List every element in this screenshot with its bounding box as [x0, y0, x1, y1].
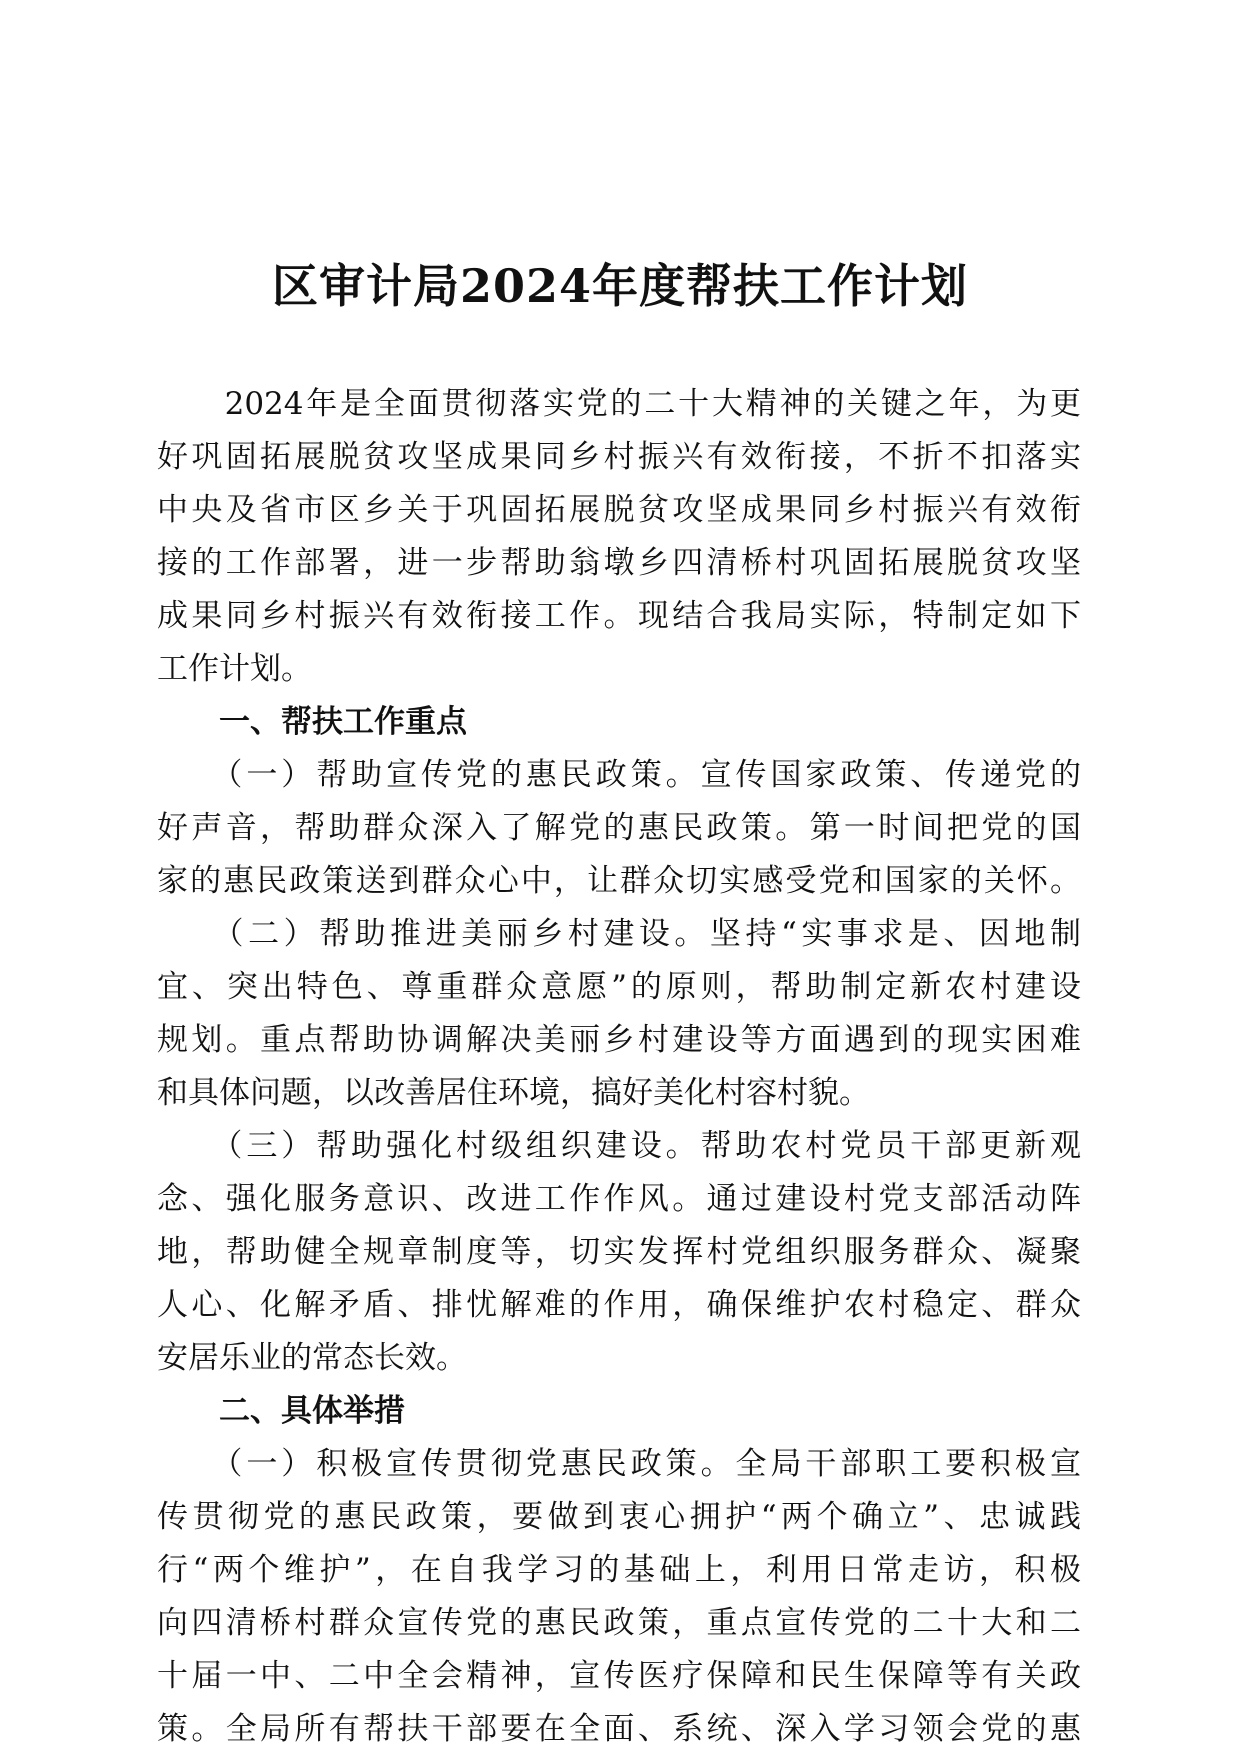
paragraph-line: （二）帮助推进美丽乡村建设。坚持“实事求是、因地制	[157, 916, 1081, 952]
paragraph-line: 人心、化解矛盾、排忧解难的作用，确保维护农村稳定、群众	[157, 1287, 1081, 1323]
paragraph-line: 好巩固拓展脱贫攻坚成果同乡村振兴有效衔接，不折不扣落实	[157, 439, 1081, 475]
paragraph-line: （一）帮助宣传党的惠民政策。宣传国家政策、传递党的	[157, 757, 1081, 793]
paragraph-line: 地，帮助健全规章制度等，切实发挥村党组织服务群众、凝聚	[157, 1234, 1081, 1270]
paragraph-line: 好声音，帮助群众深入了解党的惠民政策。第一时间把党的国	[157, 810, 1081, 846]
section-heading: 二、具体举措	[219, 1393, 405, 1429]
document-title: 区审计局2024年度帮扶工作计划	[271, 259, 969, 313]
paragraph-line: 成果同乡村振兴有效衔接工作。现结合我局实际，特制定如下	[157, 598, 1081, 634]
document-body	[157, 378, 1081, 1756]
paragraph-line: 传贯彻党的惠民政策，要做到衷心拥护“两个确立”、忠诚践	[157, 1499, 1081, 1535]
paragraph-line: （一）积极宣传贯彻党惠民政策。全局干部职工要积极宣	[157, 1446, 1081, 1482]
paragraph-line: 和具体问题，以改善居住环境，搞好美化村容村貌。	[157, 1075, 870, 1111]
paragraph-line: 中央及省市区乡关于巩固拓展脱贫攻坚成果同乡村振兴有效衔	[157, 492, 1081, 528]
paragraph-line: 家的惠民政策送到群众心中，让群众切实感受党和国家的关怀。	[157, 863, 1081, 899]
paragraph-line: 念、强化服务意识、改进工作作风。通过建设村党支部活动阵	[157, 1181, 1081, 1217]
paragraph-line: 接的工作部署，进一步帮助翁墩乡四清桥村巩固拓展脱贫攻坚	[157, 545, 1081, 581]
paragraph-line: 行“两个维护”，在自我学习的基础上，利用日常走访，积极	[157, 1552, 1081, 1588]
paragraph-line: 十届一中、二中全会精神，宣传医疗保障和民生保障等有关政	[157, 1658, 1081, 1694]
paragraph-line: 工作计划。	[157, 651, 312, 687]
paragraph-line: 策。全局所有帮扶干部要在全面、系统、深入学习领会党的惠	[157, 1711, 1081, 1747]
paragraph-line: （三）帮助强化村级组织建设。帮助农村党员干部更新观	[157, 1128, 1081, 1164]
paragraph-line: 2024年是全面贯彻落实党的二十大精神的关键之年，为更	[157, 386, 1081, 422]
paragraph-line: 向四清桥村群众宣传党的惠民政策，重点宣传党的二十大和二	[157, 1605, 1081, 1641]
paragraph-line: 宜、突出特色、尊重群众意愿”的原则，帮助制定新农村建设	[157, 969, 1081, 1005]
paragraph-line: 安居乐业的常态长效。	[157, 1340, 467, 1376]
section-heading: 一、帮扶工作重点	[219, 704, 467, 740]
paragraph-line: 规划。重点帮助协调解决美丽乡村建设等方面遇到的现实困难	[157, 1022, 1081, 1058]
